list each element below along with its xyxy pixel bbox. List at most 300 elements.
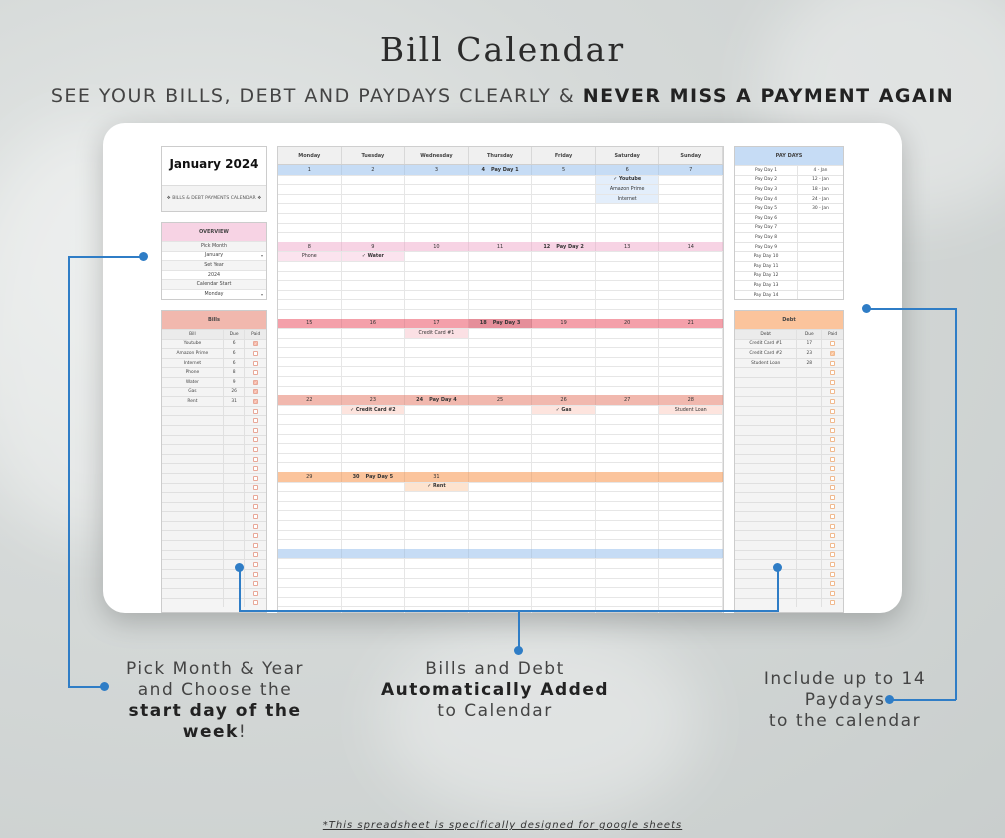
event-cell[interactable] xyxy=(278,348,342,357)
event-cell[interactable] xyxy=(596,521,660,530)
event-cell[interactable] xyxy=(659,185,723,194)
day-number-cell[interactable] xyxy=(469,165,533,175)
event-cell[interactable] xyxy=(532,454,596,463)
event-cell[interactable] xyxy=(469,444,533,453)
event-cell[interactable] xyxy=(342,377,406,386)
event-cell[interactable] xyxy=(596,262,660,271)
row-due[interactable] xyxy=(797,531,822,540)
paid-checkbox[interactable] xyxy=(253,562,258,567)
event-cell[interactable] xyxy=(278,559,342,568)
event-cell[interactable] xyxy=(532,492,596,501)
event-cell[interactable] xyxy=(469,454,533,463)
event-cell[interactable] xyxy=(469,224,533,233)
event-cell[interactable] xyxy=(342,425,406,434)
payday-date[interactable]: 18 - Jan xyxy=(812,186,829,192)
paid-checkbox[interactable] xyxy=(830,428,835,433)
event-cell[interactable] xyxy=(278,425,342,434)
event-cell[interactable] xyxy=(659,252,723,261)
event-cell[interactable] xyxy=(278,483,342,492)
paid-checkbox[interactable] xyxy=(830,399,835,404)
paid-checkbox[interactable] xyxy=(830,380,835,385)
event-cell[interactable] xyxy=(469,569,533,578)
row-name[interactable] xyxy=(735,522,797,531)
event-cell[interactable] xyxy=(469,176,533,185)
event-cell[interactable] xyxy=(278,339,342,348)
event-cell[interactable]: Internet xyxy=(596,195,660,204)
event-cell[interactable] xyxy=(659,425,723,434)
event-cell[interactable] xyxy=(659,224,723,233)
row-name[interactable] xyxy=(735,397,797,406)
event-cell[interactable] xyxy=(469,310,533,319)
event-cell[interactable] xyxy=(405,214,469,223)
event-cell[interactable] xyxy=(342,454,406,463)
event-cell[interactable] xyxy=(596,377,660,386)
event-cell[interactable] xyxy=(469,406,533,415)
event-cell[interactable] xyxy=(278,598,342,607)
event-cell[interactable] xyxy=(469,272,533,281)
event-cell[interactable] xyxy=(469,492,533,501)
paid-checkbox[interactable] xyxy=(253,447,258,452)
event-cell[interactable] xyxy=(532,502,596,511)
row-name[interactable] xyxy=(162,560,224,569)
event-cell[interactable] xyxy=(596,435,660,444)
row-name[interactable] xyxy=(735,503,797,512)
row-due[interactable] xyxy=(224,455,246,464)
row-name[interactable]: Amazon Prime xyxy=(162,349,224,358)
row-due[interactable]: 8 xyxy=(224,368,246,377)
paid-checkbox[interactable] xyxy=(830,600,835,605)
event-cell[interactable] xyxy=(469,425,533,434)
row-due[interactable]: 31 xyxy=(224,397,246,406)
event-cell[interactable] xyxy=(342,598,406,607)
paid-checkbox[interactable] xyxy=(253,504,258,509)
event-cell[interactable] xyxy=(659,339,723,348)
row-name[interactable] xyxy=(735,455,797,464)
event-cell[interactable] xyxy=(278,406,342,415)
day-number-cell[interactable] xyxy=(405,549,469,559)
event-cell[interactable] xyxy=(532,291,596,300)
day-number-cell[interactable] xyxy=(342,165,406,175)
event-cell[interactable] xyxy=(405,588,469,597)
event-cell[interactable]: ✓ Youtube xyxy=(596,176,660,185)
row-name[interactable] xyxy=(735,416,797,425)
event-cell[interactable] xyxy=(659,195,723,204)
event-cell[interactable] xyxy=(405,272,469,281)
event-cell[interactable] xyxy=(405,233,469,242)
row-name[interactable]: Student Loan xyxy=(735,359,797,368)
event-cell[interactable] xyxy=(469,521,533,530)
day-number-cell[interactable] xyxy=(596,242,660,252)
event-cell[interactable] xyxy=(596,588,660,597)
event-cell[interactable] xyxy=(342,588,406,597)
event-cell[interactable] xyxy=(278,540,342,549)
event-cell[interactable] xyxy=(659,531,723,540)
day-number-cell[interactable] xyxy=(278,395,342,405)
row-name[interactable] xyxy=(162,493,224,502)
event-cell[interactable] xyxy=(405,444,469,453)
event-cell[interactable] xyxy=(659,377,723,386)
day-number-cell[interactable] xyxy=(532,472,596,482)
row-due[interactable] xyxy=(224,407,246,416)
event-cell[interactable] xyxy=(596,214,660,223)
event-cell[interactable] xyxy=(469,262,533,271)
day-number-cell[interactable] xyxy=(469,549,533,559)
row-name[interactable] xyxy=(162,551,224,560)
event-cell[interactable] xyxy=(405,387,469,396)
payday-date[interactable]: 24 - Jan xyxy=(812,196,829,202)
event-cell[interactable] xyxy=(405,569,469,578)
event-cell[interactable] xyxy=(532,348,596,357)
event-cell[interactable] xyxy=(469,348,533,357)
event-cell[interactable] xyxy=(342,272,406,281)
event-cell[interactable] xyxy=(596,300,660,309)
day-number-cell[interactable] xyxy=(342,395,406,405)
row-name[interactable]: Gas xyxy=(162,388,224,397)
event-cell[interactable] xyxy=(596,540,660,549)
event-cell[interactable] xyxy=(532,252,596,261)
event-cell[interactable] xyxy=(342,291,406,300)
event-cell[interactable] xyxy=(532,310,596,319)
paid-checkbox[interactable] xyxy=(253,572,258,577)
paid-checkbox[interactable] xyxy=(830,447,835,452)
event-cell[interactable] xyxy=(596,310,660,319)
paid-checkbox[interactable]: ✓ xyxy=(254,398,258,404)
day-number-cell[interactable] xyxy=(405,165,469,175)
event-cell[interactable] xyxy=(342,358,406,367)
paid-checkbox[interactable] xyxy=(253,495,258,500)
event-cell[interactable] xyxy=(532,569,596,578)
paid-checkbox[interactable] xyxy=(253,418,258,423)
row-name[interactable] xyxy=(162,455,224,464)
row-name[interactable] xyxy=(162,579,224,588)
event-cell[interactable] xyxy=(342,415,406,424)
row-name[interactable] xyxy=(735,445,797,454)
event-cell[interactable] xyxy=(342,511,406,520)
day-number-cell[interactable] xyxy=(532,242,596,252)
event-cell[interactable] xyxy=(342,329,406,338)
row-due[interactable] xyxy=(224,445,246,454)
event-cell[interactable] xyxy=(342,435,406,444)
row-name[interactable] xyxy=(735,474,797,483)
paid-checkbox[interactable] xyxy=(830,591,835,596)
event-cell[interactable] xyxy=(469,377,533,386)
event-cell[interactable] xyxy=(278,262,342,271)
event-cell[interactable] xyxy=(278,214,342,223)
day-number-cell[interactable] xyxy=(278,549,342,559)
event-cell[interactable] xyxy=(278,435,342,444)
event-cell[interactable] xyxy=(659,415,723,424)
payday-date[interactable] xyxy=(798,252,843,261)
event-cell[interactable] xyxy=(278,463,342,472)
event-cell[interactable] xyxy=(469,233,533,242)
payday-date[interactable] xyxy=(798,291,843,300)
event-cell[interactable] xyxy=(596,224,660,233)
day-number-cell[interactable] xyxy=(659,242,723,252)
event-cell[interactable] xyxy=(659,281,723,290)
row-name[interactable] xyxy=(735,560,797,569)
event-cell[interactable] xyxy=(532,444,596,453)
paid-checkbox[interactable] xyxy=(830,514,835,519)
paid-checkbox[interactable] xyxy=(830,370,835,375)
day-number-cell[interactable] xyxy=(405,319,469,329)
row-name[interactable] xyxy=(735,484,797,493)
event-cell[interactable] xyxy=(278,233,342,242)
day-number-cell[interactable] xyxy=(405,395,469,405)
paid-checkbox[interactable] xyxy=(830,552,835,557)
event-cell[interactable] xyxy=(469,291,533,300)
event-cell[interactable] xyxy=(405,579,469,588)
event-cell[interactable] xyxy=(405,521,469,530)
event-cell[interactable] xyxy=(532,598,596,607)
event-cell[interactable]: ✓ Water xyxy=(342,252,406,261)
event-cell[interactable] xyxy=(405,531,469,540)
day-number-cell[interactable] xyxy=(596,395,660,405)
day-number-cell[interactable] xyxy=(469,472,533,482)
paid-checkbox[interactable] xyxy=(830,437,835,442)
event-cell[interactable] xyxy=(342,444,406,453)
row-due[interactable] xyxy=(797,416,822,425)
event-cell[interactable] xyxy=(596,406,660,415)
event-cell[interactable] xyxy=(596,329,660,338)
row-due[interactable] xyxy=(224,464,246,473)
paid-checkbox[interactable] xyxy=(830,485,835,490)
event-cell[interactable] xyxy=(596,502,660,511)
row-due[interactable] xyxy=(797,512,822,521)
event-cell[interactable] xyxy=(532,281,596,290)
day-number-cell[interactable] xyxy=(659,549,723,559)
event-cell[interactable] xyxy=(659,598,723,607)
paid-checkbox[interactable] xyxy=(253,361,258,366)
row-due[interactable] xyxy=(797,541,822,550)
event-cell[interactable] xyxy=(342,195,406,204)
event-cell[interactable]: ✓ Gas xyxy=(532,406,596,415)
event-cell[interactable] xyxy=(342,540,406,549)
event-cell[interactable] xyxy=(342,521,406,530)
event-cell[interactable] xyxy=(659,358,723,367)
event-cell[interactable] xyxy=(469,435,533,444)
row-due[interactable] xyxy=(797,407,822,416)
event-cell[interactable] xyxy=(342,214,406,223)
event-cell[interactable] xyxy=(342,348,406,357)
paid-checkbox[interactable]: ✓ xyxy=(254,389,258,395)
event-cell[interactable] xyxy=(659,204,723,213)
event-cell[interactable] xyxy=(532,511,596,520)
row-name[interactable] xyxy=(162,589,224,598)
event-cell[interactable] xyxy=(278,502,342,511)
row-due[interactable] xyxy=(797,378,822,387)
event-cell[interactable] xyxy=(342,483,406,492)
event-cell[interactable] xyxy=(532,233,596,242)
event-cell[interactable] xyxy=(596,598,660,607)
event-cell[interactable] xyxy=(405,358,469,367)
event-cell[interactable] xyxy=(596,281,660,290)
event-cell[interactable] xyxy=(596,579,660,588)
event-cell[interactable] xyxy=(278,224,342,233)
row-name[interactable]: Water xyxy=(162,378,224,387)
event-cell[interactable] xyxy=(405,454,469,463)
row-due[interactable]: 23 xyxy=(797,349,822,358)
event-cell[interactable] xyxy=(532,272,596,281)
event-cell[interactable] xyxy=(532,214,596,223)
day-number-cell[interactable] xyxy=(469,395,533,405)
payday-date[interactable] xyxy=(798,262,843,271)
event-cell[interactable] xyxy=(342,176,406,185)
event-cell[interactable] xyxy=(278,329,342,338)
event-cell[interactable]: Credit Card #1 xyxy=(405,329,469,338)
event-cell[interactable] xyxy=(278,185,342,194)
event-cell[interactable] xyxy=(278,291,342,300)
row-due[interactable] xyxy=(224,426,246,435)
row-name[interactable]: Credit Card #1 xyxy=(735,340,797,349)
paid-checkbox[interactable] xyxy=(253,524,258,529)
event-cell[interactable] xyxy=(405,463,469,472)
paid-checkbox[interactable] xyxy=(253,370,258,375)
paid-checkbox[interactable] xyxy=(830,524,835,529)
event-cell[interactable] xyxy=(342,339,406,348)
row-due[interactable] xyxy=(797,551,822,560)
pick-month-select[interactable]: January ▾ xyxy=(162,251,266,261)
paid-checkbox[interactable] xyxy=(830,457,835,462)
payday-date[interactable] xyxy=(798,224,843,233)
paid-checkbox[interactable] xyxy=(830,389,835,394)
day-number-cell[interactable] xyxy=(469,319,533,329)
event-cell[interactable] xyxy=(659,569,723,578)
event-cell[interactable] xyxy=(342,281,406,290)
row-due[interactable]: 17 xyxy=(797,340,822,349)
event-cell[interactable] xyxy=(532,300,596,309)
row-name[interactable] xyxy=(735,493,797,502)
event-cell[interactable] xyxy=(596,415,660,424)
event-cell[interactable] xyxy=(659,588,723,597)
event-cell[interactable] xyxy=(278,176,342,185)
paid-checkbox[interactable] xyxy=(830,409,835,414)
event-cell[interactable] xyxy=(469,483,533,492)
event-cell[interactable]: ✓ Rent xyxy=(405,483,469,492)
row-name[interactable] xyxy=(735,551,797,560)
row-due[interactable] xyxy=(797,579,822,588)
row-name[interactable] xyxy=(162,531,224,540)
event-cell[interactable] xyxy=(405,492,469,501)
row-due[interactable] xyxy=(224,589,246,598)
calendar-start-select[interactable]: Monday ▾ xyxy=(162,289,266,299)
event-cell[interactable] xyxy=(532,483,596,492)
event-cell[interactable] xyxy=(405,348,469,357)
event-cell[interactable] xyxy=(532,579,596,588)
row-due[interactable] xyxy=(224,522,246,531)
event-cell[interactable] xyxy=(659,387,723,396)
event-cell[interactable] xyxy=(405,339,469,348)
day-number-cell[interactable] xyxy=(659,395,723,405)
day-number-cell[interactable] xyxy=(405,242,469,252)
event-cell[interactable] xyxy=(596,483,660,492)
event-cell[interactable] xyxy=(405,406,469,415)
row-due[interactable] xyxy=(797,589,822,598)
event-cell[interactable] xyxy=(278,531,342,540)
paid-checkbox[interactable] xyxy=(830,466,835,471)
day-number-cell[interactable] xyxy=(532,319,596,329)
event-cell[interactable] xyxy=(659,444,723,453)
row-name[interactable]: Youtube xyxy=(162,340,224,349)
row-name[interactable] xyxy=(162,407,224,416)
payday-date[interactable] xyxy=(798,214,843,223)
row-name[interactable]: Phone xyxy=(162,368,224,377)
event-cell[interactable] xyxy=(405,291,469,300)
day-number-cell[interactable] xyxy=(278,319,342,329)
event-cell[interactable] xyxy=(278,444,342,453)
row-name[interactable] xyxy=(162,445,224,454)
day-number-cell[interactable] xyxy=(278,242,342,252)
event-cell[interactable] xyxy=(659,579,723,588)
payday-date[interactable]: 4 - Jan xyxy=(813,167,828,173)
event-cell[interactable] xyxy=(405,425,469,434)
day-number-cell[interactable] xyxy=(278,472,342,482)
event-cell[interactable] xyxy=(596,358,660,367)
event-cell[interactable] xyxy=(659,262,723,271)
event-cell[interactable] xyxy=(532,559,596,568)
event-cell[interactable] xyxy=(342,579,406,588)
row-name[interactable] xyxy=(162,416,224,425)
row-due[interactable] xyxy=(797,503,822,512)
event-cell[interactable] xyxy=(469,204,533,213)
row-due[interactable] xyxy=(797,426,822,435)
row-name[interactable] xyxy=(735,570,797,579)
event-cell[interactable] xyxy=(405,300,469,309)
event-cell[interactable] xyxy=(596,531,660,540)
row-name[interactable] xyxy=(735,464,797,473)
paid-checkbox[interactable] xyxy=(253,514,258,519)
row-name[interactable]: Internet xyxy=(162,359,224,368)
row-due[interactable] xyxy=(224,579,246,588)
row-name[interactable] xyxy=(735,436,797,445)
event-cell[interactable] xyxy=(405,262,469,271)
event-cell[interactable] xyxy=(278,415,342,424)
event-cell[interactable] xyxy=(405,252,469,261)
row-name[interactable] xyxy=(735,599,797,608)
event-cell[interactable] xyxy=(405,204,469,213)
event-cell[interactable] xyxy=(278,300,342,309)
event-cell[interactable] xyxy=(278,521,342,530)
event-cell[interactable] xyxy=(659,367,723,376)
event-cell[interactable] xyxy=(532,377,596,386)
row-due[interactable] xyxy=(797,570,822,579)
event-cell[interactable] xyxy=(469,463,533,472)
event-cell[interactable] xyxy=(278,569,342,578)
event-cell[interactable] xyxy=(405,511,469,520)
payday-date[interactable]: 12 - Jan xyxy=(812,177,829,183)
row-due[interactable] xyxy=(224,531,246,540)
event-cell[interactable] xyxy=(342,559,406,568)
event-cell[interactable] xyxy=(659,492,723,501)
event-cell[interactable] xyxy=(596,425,660,434)
event-cell[interactable] xyxy=(532,521,596,530)
paid-checkbox[interactable]: ✓ xyxy=(830,350,835,356)
event-cell[interactable] xyxy=(532,425,596,434)
row-due[interactable]: 28 xyxy=(797,359,822,368)
event-cell[interactable] xyxy=(659,435,723,444)
day-number-cell[interactable] xyxy=(342,472,406,482)
event-cell[interactable] xyxy=(596,291,660,300)
day-number-cell[interactable] xyxy=(342,549,406,559)
event-cell[interactable] xyxy=(659,454,723,463)
row-name[interactable] xyxy=(735,407,797,416)
event-cell[interactable] xyxy=(405,540,469,549)
event-cell[interactable] xyxy=(469,540,533,549)
row-name[interactable] xyxy=(162,426,224,435)
event-cell[interactable] xyxy=(342,310,406,319)
event-cell[interactable] xyxy=(342,367,406,376)
event-cell[interactable]: Student Loan xyxy=(659,406,723,415)
event-cell[interactable] xyxy=(532,387,596,396)
